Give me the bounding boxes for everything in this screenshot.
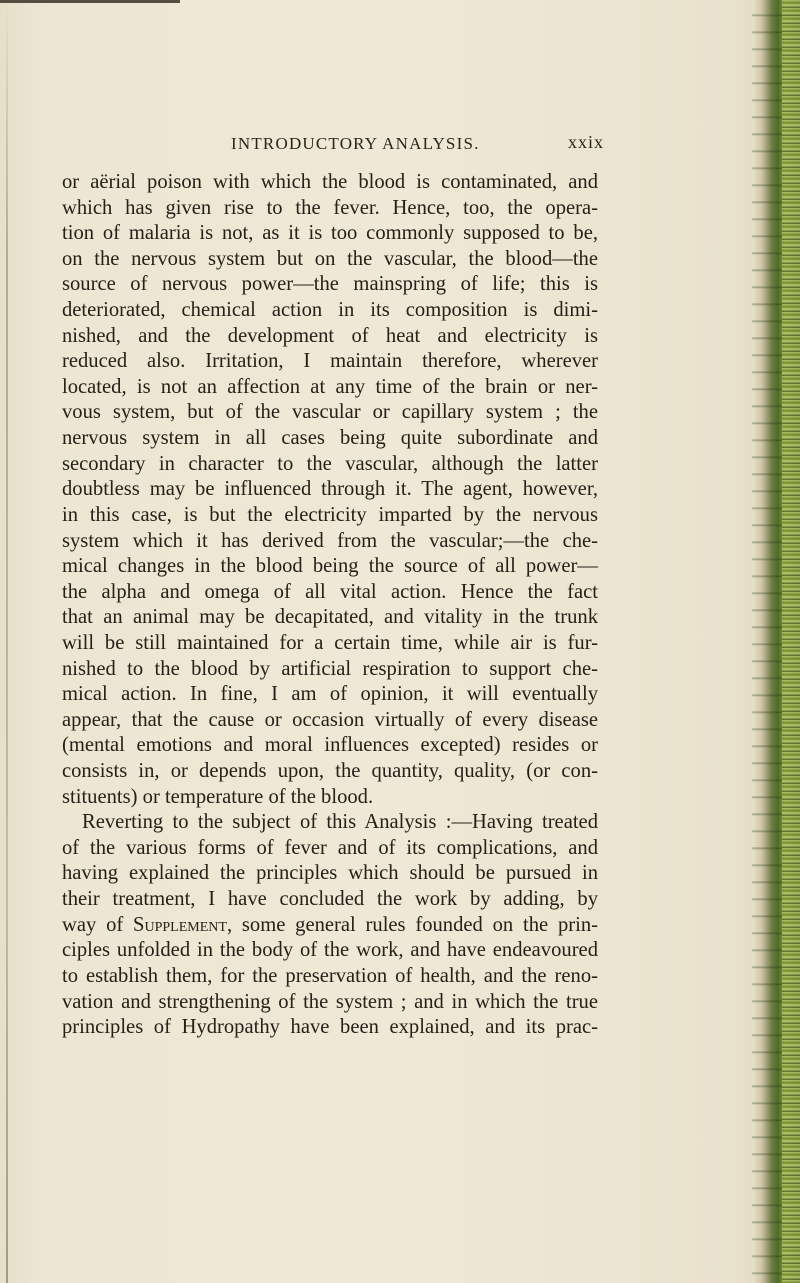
text-line: in this case, is but the electricity imparted by the nervous (62, 503, 598, 526)
text-line: mical action. In fine, I am of opinion, it will eventually (62, 683, 598, 706)
text-line: nervous system in all cases being quite subordinate and (62, 427, 598, 450)
text-line: way of Supplement, some general rules founded on the prin- (62, 913, 598, 936)
left-page-edge (6, 0, 8, 1283)
text-line: system which it has derived from the vascular;—the che- (62, 529, 598, 552)
text-line: stituents) or temperature of the blood. (62, 785, 374, 808)
text-line: source of nervous power—the mainspring of life; this is (62, 273, 598, 296)
text-line: or aërial poison with which the blood is contaminated, and (62, 171, 598, 193)
text-line: mical changes in the blood being the source of all power— (62, 555, 598, 578)
text-line: will be still maintained for a certain time, while air is fur- (62, 631, 598, 654)
book-spine-edge (782, 0, 800, 1283)
text-line: having explained the principles which should be pursued in (62, 862, 598, 885)
text-line: vation and strengthening of the system ; and in which the true (62, 990, 598, 1013)
body-text (62, 170, 598, 1041)
text-line: of the various forms of fever and of its complications, and (62, 836, 598, 859)
text-line: ciples unfolded in the body of the work, and have endeavoured (62, 939, 598, 962)
text-line: deteriorated, chemical action in its composition is dimi- (62, 299, 598, 322)
text-line: consists in, or depends upon, the quantity, quality, (or con- (62, 760, 598, 783)
running-header (0, 134, 800, 158)
text-line: located, is not an affection at any time of the brain or ner- (62, 375, 598, 398)
text-line: secondary in character to the vascular, although the latter (62, 452, 598, 475)
text-line: their treatment, I have concluded the work by adding, by (62, 888, 598, 911)
text-line: (mental emotions and moral influences excepted) resides or (62, 734, 598, 757)
text-line: tion of malaria is not, as it is too commonly supposed to be, (62, 222, 598, 245)
text-line: that an animal may be decapitated, and vitality in the trunk (62, 606, 598, 629)
text-line: which has given rise to the fever. Hence, too, the opera- (62, 196, 598, 219)
text-line: reduced also. Irritation, I maintain therefore, wherever (62, 350, 598, 373)
text-line: appear, that the cause or occasion virtually of every disease (62, 708, 598, 731)
text-line: Reverting to the subject of this Analysis :—Having treated (82, 811, 598, 834)
page-number: xxix (568, 132, 605, 152)
text-line: vous system, but of the vascular or capillary system ; the (62, 401, 598, 424)
text-line: the alpha and omega of all vital action. Hence the fact (62, 580, 598, 603)
running-header-title: INTRODUCTORY ANALYSIS. (231, 134, 480, 153)
top-edge-shadow (0, 0, 180, 3)
text-line: to establish them, for the preservation of health, and the reno- (62, 964, 598, 987)
text-line: nished, and the development of heat and electricity is (62, 324, 598, 347)
text-line: doubtless may be influenced through it. The agent, however, (62, 478, 598, 501)
text-line: principles of Hydropathy have been explained, and its prac- (62, 1016, 598, 1039)
text-line: on the nervous system but on the vascular, the blood—the (62, 247, 598, 270)
text-line: nished to the blood by artificial respiration to support che- (62, 657, 598, 680)
